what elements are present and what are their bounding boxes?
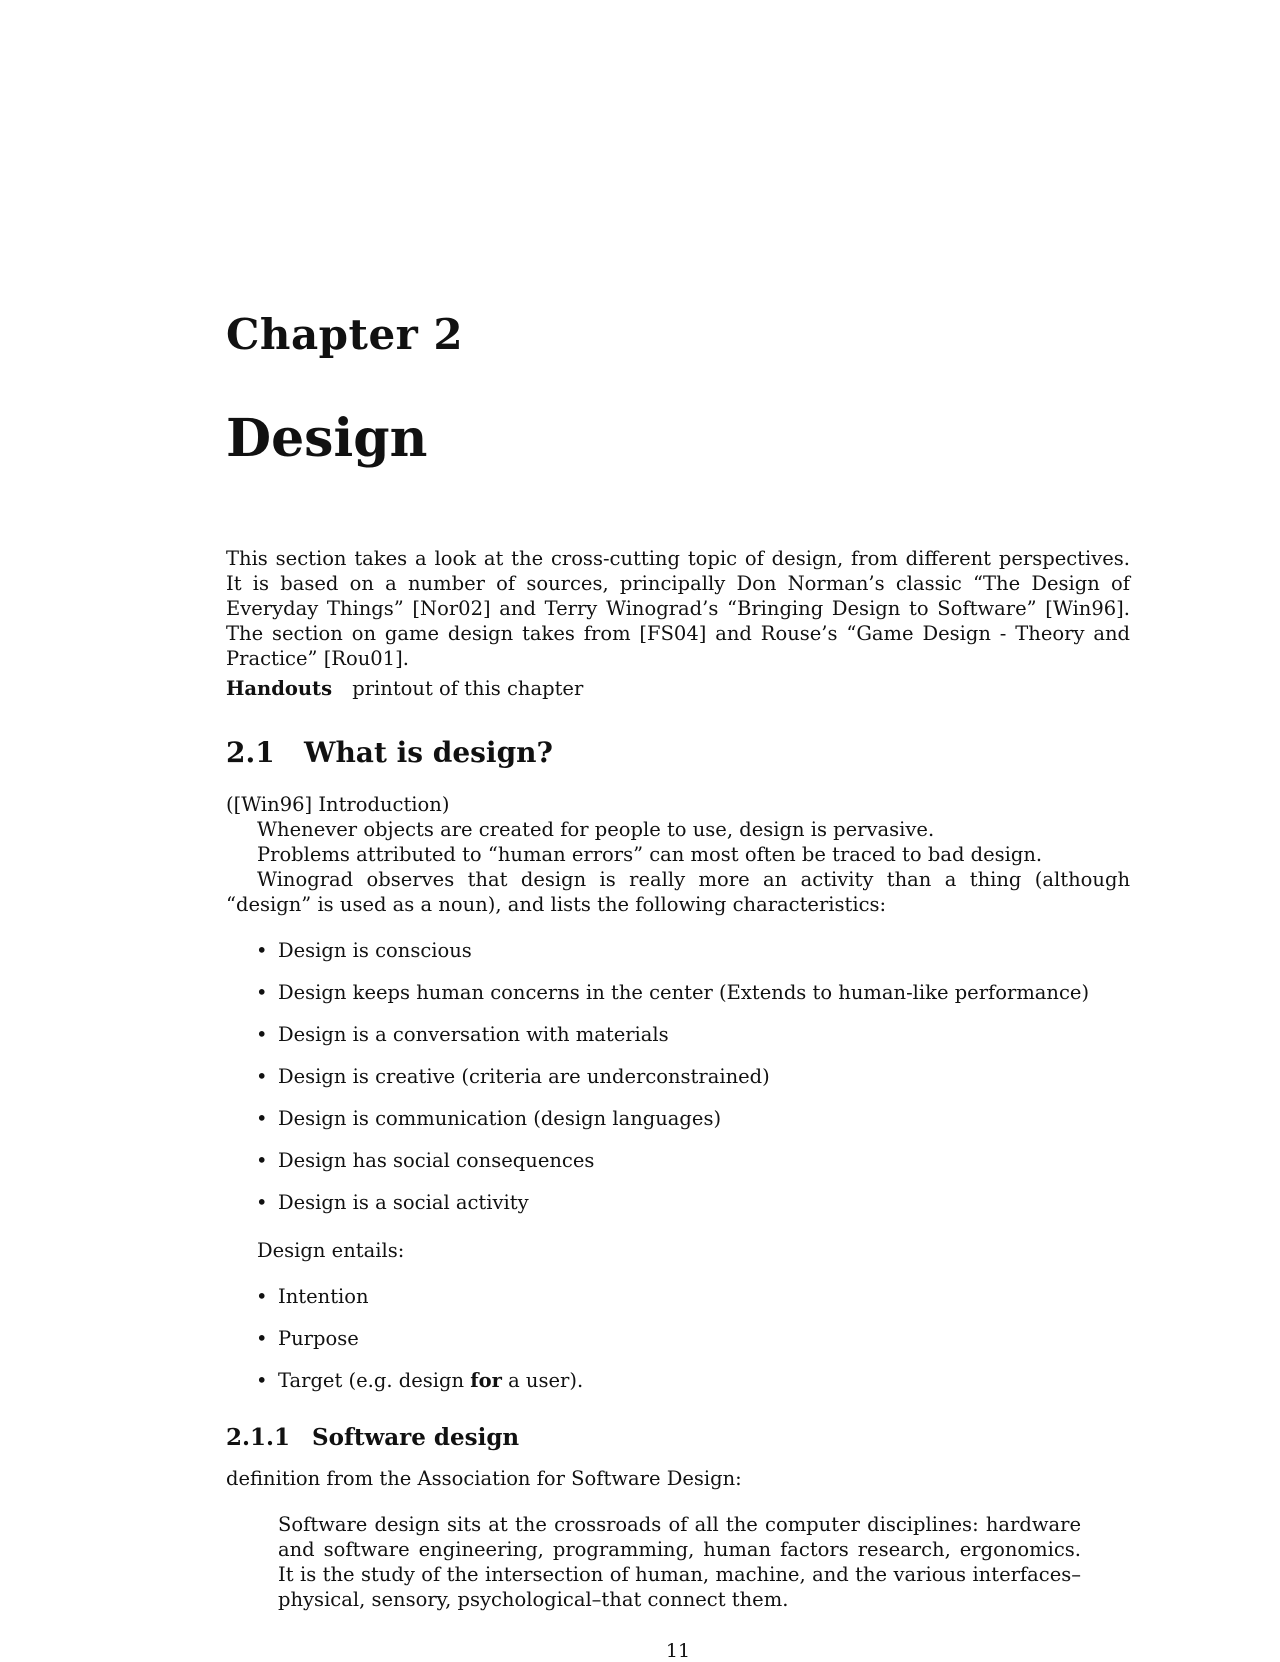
entails-list — [226, 1284, 1130, 1410]
document-page — [226, 0, 1130, 1662]
list-item — [226, 1106, 1130, 1148]
intro-paragraph: This section takes a look at the cross-cutting topic of design, from different perspectives. It is based on a number of sources, principally Don Norman’s classic “The Design of Everyday Things” [Nor02] and Terry Winograd’s “Bringing Design to Software” [Win96]. The section on game design takes from [FS04] and Rouse’s “Game Design - Theory and Practice” [Rou01]. — [226, 547, 1130, 670]
chapter-title: Design — [226, 408, 428, 469]
list-item-text: Design has social consequences — [278, 1149, 595, 1172]
paragraph: Problems attributed to “human errors” can most often be traced to bad design. — [257, 843, 1043, 866]
handouts-line — [226, 676, 1130, 701]
target-bold: for — [470, 1369, 502, 1392]
page-number: 11 — [665, 1640, 691, 1662]
list-item — [226, 1284, 1130, 1326]
list-item-text: Intention — [278, 1285, 369, 1308]
list-item — [226, 938, 1130, 980]
section-title: What is design? — [304, 736, 553, 769]
bullet-icon: • — [256, 1023, 268, 1046]
bullet-icon: • — [256, 1107, 268, 1130]
chapter-label: Chapter 2 — [226, 310, 464, 359]
target-after: a user). — [501, 1369, 584, 1392]
list-item-text: Design keeps human concerns in the center (Extends to human-like performance) — [278, 981, 1090, 1004]
list-item — [226, 1064, 1130, 1106]
handouts-text: printout of this chapter — [352, 677, 584, 700]
paragraph: Winograd observes that design is really more an activity than a thing (although “design” is used as a noun), and lists the following characteristics: — [226, 868, 1130, 916]
bullet-icon: • — [256, 1327, 268, 1350]
list-item — [226, 1326, 1130, 1368]
section-heading — [226, 736, 553, 769]
bullet-icon: • — [256, 1285, 268, 1308]
list-item-text: Design is a social activity — [278, 1191, 529, 1214]
bullet-icon: • — [256, 1065, 268, 1088]
definition-quote: Software design sits at the crossroads of all the computer disciplines: hardware and software engineering, programming, human factors research, ergonomics. It is the study of the intersection of human, machine, and the various interfaces–physical, sensory, psychological–that connect them. — [278, 1513, 1081, 1611]
definition-intro: definition from the Association for Software Design: — [226, 1467, 742, 1490]
characteristics-list — [226, 938, 1130, 1232]
bullet-icon: • — [256, 981, 268, 1004]
list-item-text: Design is a conversation with materials — [278, 1023, 669, 1046]
list-item-text: Design is communication (design languages) — [278, 1107, 722, 1130]
list-item — [226, 1190, 1130, 1232]
section-body — [226, 792, 1130, 917]
list-item — [226, 980, 1130, 1022]
entails-label: Design entails: — [257, 1239, 405, 1262]
list-item — [226, 1368, 1130, 1410]
section-number: 2.1 — [226, 736, 275, 769]
handouts-label: Handouts — [226, 677, 333, 700]
list-item-text: Purpose — [278, 1327, 359, 1350]
subsection-title: Software design — [312, 1424, 520, 1451]
list-item-text: Design is conscious — [278, 939, 472, 962]
subsection-heading — [226, 1424, 519, 1451]
bullet-icon: • — [256, 1149, 268, 1172]
bullet-icon: • — [256, 1191, 268, 1214]
target-before: Target (e.g. design — [278, 1369, 471, 1392]
bullet-icon: • — [256, 1369, 268, 1392]
list-item — [226, 1022, 1130, 1064]
list-item — [226, 1148, 1130, 1190]
list-item-text: Design is creative (criteria are underconstrained) — [278, 1065, 770, 1088]
subsection-number: 2.1.1 — [226, 1424, 291, 1451]
source-line: ([Win96] Introduction) — [226, 793, 450, 816]
bullet-icon: • — [256, 939, 268, 962]
paragraph: Whenever objects are created for people to use, design is pervasive. — [257, 818, 935, 841]
